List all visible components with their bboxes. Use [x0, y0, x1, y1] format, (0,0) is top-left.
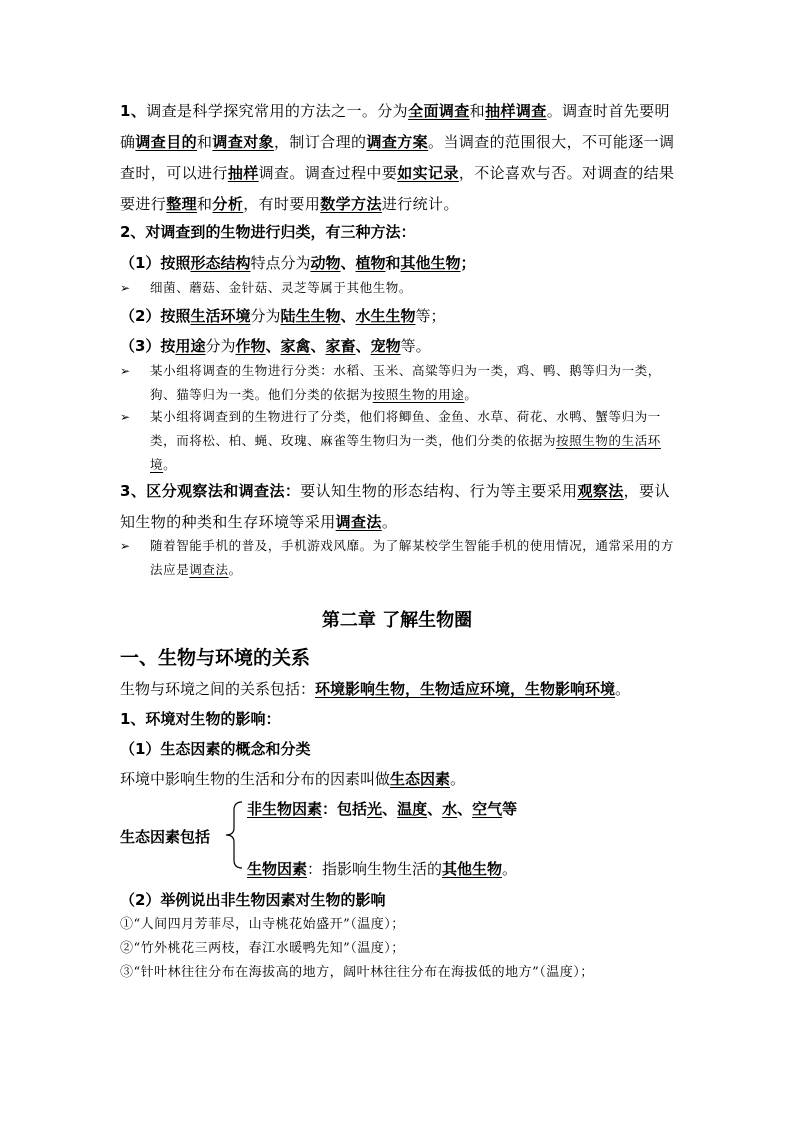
keyword: 植物: [355, 254, 386, 272]
subheading: （1）生态因素的概念和分类: [120, 740, 311, 758]
text: 。: [615, 680, 631, 698]
keyword: 家畜: [325, 337, 356, 355]
bullet-text: 细菌、蘑菇、金针菇、灵芝等属于其他生物。: [150, 280, 413, 295]
keyword: 按照生物的生活环境: [150, 433, 661, 472]
text: 进行统计。: [381, 195, 459, 213]
text: 、: [382, 800, 398, 818]
keyword: 数学方法: [320, 195, 382, 213]
keyword: 宠物: [370, 337, 401, 355]
keyword: 陆生生物: [280, 307, 341, 325]
keyword: 调查目的: [135, 133, 198, 151]
text: 和: [197, 133, 213, 151]
keyword: 调查法: [335, 513, 382, 531]
text: 。: [464, 387, 478, 402]
text: 、: [457, 800, 473, 818]
bullet-item: [120, 534, 680, 582]
text: 等: [502, 800, 518, 818]
keyword: 形态结构: [190, 254, 251, 272]
text: ：包括: [322, 800, 368, 818]
bullet-item: [120, 405, 680, 477]
text: 、: [265, 337, 281, 355]
keyword: 抽样: [227, 164, 259, 182]
text: 。: [381, 513, 398, 531]
text: 特点分为: [250, 254, 311, 272]
keyword: 观察法: [577, 482, 624, 500]
text: 。: [450, 770, 466, 788]
brace-icon: [222, 800, 244, 870]
text: ：指影响生物生活的: [307, 860, 443, 878]
observe-survey-paragraph: [120, 476, 680, 538]
text: 某小组将调查到的生物进行了分类，他们将鲫鱼、金鱼、水草、荷花、水鸭、蟹等归为一类，而将松、柏、蝇、玫瑰、麻雀等生物归为一类，他们分类的依据为: [150, 409, 661, 448]
text: 和: [385, 254, 401, 272]
keyword: 空气: [472, 800, 503, 818]
keyword: 环境影响生物，生物适应环境，生物影响环境: [315, 680, 616, 698]
text: 和: [197, 195, 213, 213]
bullet-item: [120, 276, 680, 300]
keyword: 如实记录: [397, 164, 459, 182]
text: 要认知生物的形态结构、行为等主要采用: [300, 482, 578, 500]
bullet-text: [120, 359, 680, 407]
text: 分为: [205, 337, 236, 355]
bullet-text: [120, 405, 680, 477]
text: （2）按照: [120, 307, 191, 325]
method-1: [120, 251, 690, 275]
arrow-bullet-icon: ➢: [120, 281, 131, 295]
example-item: ②“竹外桃花三两枝，春江水暖鸭先知”（温度）；: [120, 941, 405, 956]
bullet-text: [120, 534, 680, 582]
example-item: ①“人间四月芳菲尽，山寺桃花始盛开”（温度）；: [120, 917, 405, 932]
relation-intro: [120, 677, 690, 701]
classification-heading: 2、对调查到的生物进行归类，有三种方法：: [120, 223, 416, 241]
keyword: 家禽: [280, 337, 311, 355]
arrow-bullet-icon: ➢: [120, 539, 131, 553]
keyword: 全面调查: [408, 102, 470, 120]
arrow-bullet-icon: ➢: [120, 410, 131, 424]
text: （3）按: [120, 337, 176, 355]
keyword: 整理: [166, 195, 198, 213]
group-label: 生态因素包括: [120, 828, 211, 846]
text: 环境中影响生物的生活和分布的因素叫做: [120, 770, 391, 788]
keyword: 调查法: [189, 562, 229, 577]
text: 、: [427, 800, 443, 818]
keyword: 水: [442, 800, 458, 818]
text: ，有时要用: [243, 195, 321, 213]
section-number: 1、: [120, 102, 147, 120]
biotic-factors: [247, 857, 794, 881]
survey-paragraph: [120, 96, 680, 220]
keyword: 水生生物: [355, 307, 416, 325]
text: 某小组将调查的生物进行分类：水稻、玉米、高粱等归为一类，鸡、鸭、鹅等归为一类，狗、猫等归为一类。他们分类的依据为: [150, 363, 661, 402]
keyword: 调查对象: [212, 133, 275, 151]
text: （1）按照: [120, 254, 191, 272]
text: 。: [502, 860, 518, 878]
chapter-title: 第二章 了解生物圈: [321, 610, 473, 631]
text: 分为: [250, 307, 281, 325]
keyword: 生物因素: [247, 860, 308, 878]
method-2: [120, 304, 690, 328]
subheading: 1、环境对生物的影响：: [120, 710, 281, 728]
text: 。当调查的范围很大，不可能逐一调查时，可以进行: [120, 133, 675, 182]
text: 。: [228, 562, 242, 577]
keyword: 调查方案: [366, 133, 429, 151]
keyword: 作物: [235, 337, 266, 355]
section-heading: 一、生物与环境的关系: [120, 647, 311, 669]
keyword: 动物: [310, 254, 341, 272]
example-item: ③“针叶林往往分布在海拔高的地方，阔叶林往往分布在海拔低的地方”（温度）；: [120, 965, 594, 980]
text: 、: [355, 337, 371, 355]
text: 生物与环境之间的关系包括：: [120, 680, 316, 698]
keyword: 其他生物: [442, 860, 503, 878]
keyword: 非生物因素: [247, 800, 323, 818]
text: 调查是科学探究常用的方法之一。分为: [146, 102, 409, 120]
keyword: 温度: [397, 800, 428, 818]
keyword: 按照生物的用途: [372, 387, 465, 402]
keyword: 生活环境: [190, 307, 251, 325]
text: 、: [340, 307, 356, 325]
text: ；: [460, 254, 476, 272]
keyword: 光: [367, 800, 383, 818]
text: 。调查时首先要明确: [120, 102, 670, 151]
arrow-bullet-icon: ➢: [120, 364, 131, 378]
keyword: 分析: [212, 195, 244, 213]
text: ，要认知生物的种类和生存环境等采用: [120, 482, 670, 531]
text: 等。: [400, 337, 431, 355]
text: 、: [310, 337, 326, 355]
text: 。: [163, 457, 177, 472]
text: 调查。调查过程中要: [258, 164, 398, 182]
definition: [120, 767, 690, 791]
method-3: [120, 334, 690, 358]
keyword: 其他生物: [400, 254, 461, 272]
keyword: 抽样调查: [485, 102, 547, 120]
text: 3、区分观察法和调查法：: [120, 482, 301, 500]
text: 、: [340, 254, 356, 272]
text: 随着智能手机的普及，手机游戏风靡。为了解某校学生智能手机的使用情况，通常采用的方法应是: [150, 538, 675, 577]
subheading: （2）举例说出非生物因素对生物的影响: [120, 891, 386, 909]
bullet-item: [120, 359, 680, 407]
text: 等；: [415, 307, 446, 325]
text: ，不论喜欢与否。对调查的结果要进行: [120, 164, 675, 213]
keyword: 生态因素: [390, 770, 451, 788]
text: 和: [469, 102, 486, 120]
abiotic-factors: [247, 797, 794, 821]
keyword: 用途: [175, 337, 206, 355]
text: ，制订合理的: [274, 133, 367, 151]
